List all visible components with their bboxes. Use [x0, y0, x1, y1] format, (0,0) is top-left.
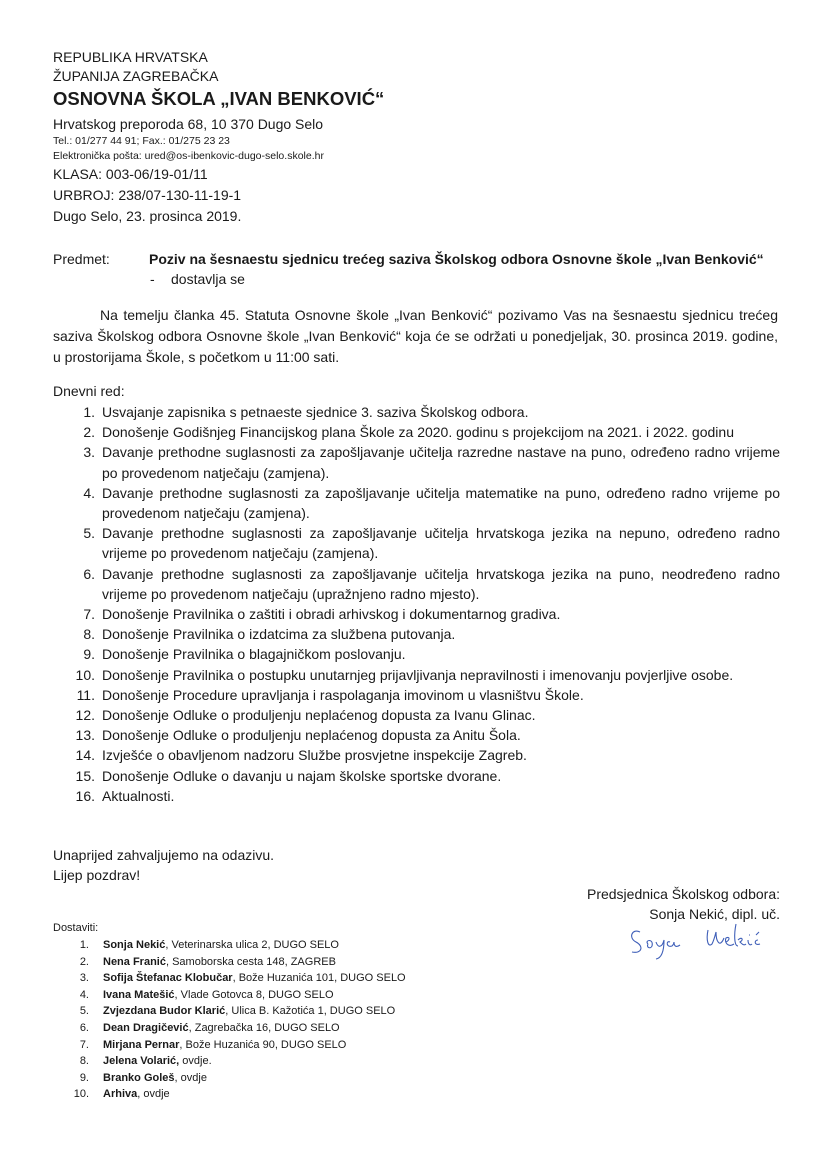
recipient-name: Ivana Matešić: [103, 988, 175, 1001]
recipient-address: , ovdje: [137, 1088, 170, 1101]
recipient-number: 3.: [79, 972, 89, 985]
agenda-item: [53, 665, 780, 685]
recipient-item: [53, 1053, 406, 1070]
agenda-item-number: 12.: [75, 707, 95, 724]
recipient-address: , Bože Huzanića 90, DUGO SELO: [179, 1038, 347, 1051]
agenda-item-text: Donošenje Procedure upravljanja i raspolaganja imovinom u vlasništvu Škole.: [102, 686, 584, 703]
recipient-address: , Samoborska cesta 148, ZAGREB: [165, 955, 336, 968]
agenda-item-number: 2.: [83, 424, 95, 441]
recipient-item: [53, 937, 406, 954]
recipient-number: 1.: [79, 939, 89, 951]
agenda-item-text: Donošenje Odluke o produljenju neplaćenog dopusta za Anitu Šola.: [102, 727, 521, 744]
agenda-item-text: Usvajanje zapisnika s petnaeste sjednice 3. saziva Školskog odbora.: [102, 404, 529, 420]
recipient-number: 4.: [79, 988, 89, 1001]
agenda-item-text: Donošenje Odluke o davanju u najam školske sportske dvorane.: [102, 767, 502, 784]
recipient-address: , Veterinarska ulica 2, DUGO SELO: [165, 939, 339, 951]
agenda-item-number: 10.: [75, 666, 95, 683]
signatory-title: Predsjednica Školskog odbora:: [586, 886, 780, 902]
recipient-address: , Vlade Gotovca 8, DUGO SELO: [174, 988, 334, 1001]
recipient-name: Nena Franić: [103, 955, 166, 968]
signatory-name: Sonja Nekić, dipl. uč.: [649, 906, 780, 922]
recipient-item: [53, 987, 406, 1004]
county-line: ŽUPANIJA ZAGREBAČKA: [53, 68, 219, 84]
agenda-item-number: 11.: [76, 686, 95, 703]
recipient-number: 8.: [79, 1055, 89, 1068]
recipient-address: , Zagrebačka 16, DUGO SELO: [188, 1021, 340, 1034]
agenda-item: [53, 422, 780, 442]
agenda-item-text: Davanje prethodne suglasnosti za zapošljavanje učitelja razredne nastave na puno, određeno radno vrijeme po provedenom natječaju (zamjena).: [102, 444, 780, 481]
recipients-list: [53, 937, 406, 1103]
recipient-name: Arhiva: [103, 1088, 138, 1101]
agenda-item-number: 9.: [83, 646, 95, 663]
recipient-item: [53, 1086, 406, 1103]
handwritten-signature: [626, 918, 766, 960]
subject-label: Predmet:: [53, 251, 110, 267]
urbroj: URBROJ: 238/07-130-11-19-1: [53, 187, 242, 203]
agenda-item-number: 14.: [75, 747, 95, 764]
recipient-name: Mirjana Pernar: [103, 1038, 180, 1051]
agenda-item: [53, 745, 780, 765]
agenda-item-number: 15.: [75, 767, 95, 784]
recipient-name: Zvjezdana Budor Klarić: [103, 1005, 226, 1018]
agenda-item: [53, 766, 780, 786]
agenda-item-number: 3.: [83, 444, 95, 461]
recipient-name: Dean Dragičević: [103, 1021, 189, 1034]
recipient-address: , ovdje: [174, 1071, 207, 1084]
subject-note: dostavlja se: [171, 271, 245, 287]
subject-text: Poziv na šesnaestu sjednicu trećeg saziva Školskog odbora Osnovne škole „Ivan Benković“: [149, 251, 764, 267]
recipients-title: Dostaviti:: [53, 922, 99, 934]
recipient-number: 7.: [79, 1038, 89, 1051]
country-line: REPUBLIKA HRVATSKA: [53, 49, 208, 65]
recipient-item: [53, 1020, 406, 1037]
agenda-item: [53, 644, 780, 664]
agenda-item: [53, 483, 780, 523]
place-date: Dugo Selo, 23. prosinca 2019.: [53, 208, 242, 224]
agenda-item-text: Aktualnosti.: [102, 787, 175, 804]
agenda-item-text: Donošenje Pravilnika o zaštiti i obradi arhivskog i dokumentarnog gradiva.: [102, 606, 561, 623]
agenda-item-text: Donošenje Godišnjeg Financijskog plana Škole za 2020. godinu s projekcijom na 2021. i 2022. godinu: [102, 424, 734, 441]
recipient-number: 10.: [73, 1088, 89, 1101]
recipient-item: [53, 1037, 406, 1054]
agenda-item: [53, 564, 780, 604]
agenda-item: [53, 705, 780, 725]
agenda-item: [53, 442, 780, 482]
agenda-item: [53, 685, 780, 705]
school-name: OSNOVNA ŠKOLA „IVAN BENKOVIĆ“: [53, 88, 385, 109]
agenda-item: [53, 402, 780, 422]
agenda-item-text: Donošenje Pravilnika o blagajničkom poslovanju.: [102, 646, 406, 663]
agenda-item-number: 16.: [75, 787, 95, 804]
intro-paragraph: Na temelju članka 45. Statuta Osnovne škole „Ivan Benković“ pozivamo Vas na šesnaestu sjednicu trećeg saziva Školskog odbora Osnovne škole „Ivan Benković“ koja će se održati u ponedjeljak, 30. prosinca 2019. godine, u prostorijama Škole, s početkom u 11:00 sati.: [53, 307, 778, 365]
closing: [53, 845, 274, 885]
agenda-item-text: Davanje prethodne suglasnosti za zapošljavanje učitelja matematike na puno, određeno radno vrijeme po provedenom natječaju (zamjena).: [102, 484, 780, 522]
recipient-item: [53, 970, 406, 987]
agenda-item-text: Donošenje Pravilnika o postupku unutarnjeg prijavljivanja nepravilnosti i imenovanju povjerljive osobe.: [102, 666, 734, 683]
agenda-item-text: Donošenje Odluke o produljenju neplaćenog dopusta za Ivanu Glinac.: [102, 707, 536, 724]
agenda-item-number: 1.: [83, 404, 95, 420]
agenda-item: [53, 523, 780, 563]
recipient-number: 2.: [79, 955, 89, 968]
email-line: Elektronička pošta: ured@os-ibenkovic-dugo-selo.skole.hr: [53, 150, 324, 162]
recipient-name: Branko Goleš: [103, 1071, 175, 1084]
agenda-item-number: 5.: [83, 525, 95, 542]
recipient-name: Sonja Nekić: [103, 939, 166, 951]
recipient-name: Jelena Volarić,: [103, 1055, 180, 1068]
closing-greeting: Lijep pozdrav!: [53, 867, 141, 883]
agenda-item: [53, 624, 780, 644]
agenda-item: [53, 604, 780, 624]
recipient-item: [53, 1003, 406, 1020]
agenda-item: [53, 725, 780, 745]
agenda-item-text: Davanje prethodne suglasnosti za zapošljavanje učitelja hrvatskoga jezika na puno, neodređeno radno vrijeme po provedenom natječaju (upražnjeno radno mjesto).: [102, 565, 780, 602]
recipient-address: , Ulica B. Kažotića 1, DUGO SELO: [225, 1005, 396, 1018]
agenda-item-number: 6.: [83, 565, 95, 582]
recipient-name: Sofija Štefanac Klobučar: [103, 972, 233, 985]
agenda-item-text: Davanje prethodne suglasnosti za zapošljavanje učitelja hrvatskoga jezika na nepuno, određeno radno vrijeme po provedenom natječaju (zamjena).: [102, 525, 780, 562]
closing-thanks: Unaprijed zahvaljujemo na odazivu.: [53, 847, 275, 863]
recipient-item: [53, 1070, 406, 1087]
agenda-item-number: 4.: [83, 484, 95, 501]
recipient-number: 5.: [79, 1005, 89, 1018]
recipient-number: 9.: [79, 1071, 89, 1084]
school-address: Hrvatskog preporoda 68, 10 370 Dugo Selo: [53, 116, 324, 132]
agenda-item-number: 8.: [83, 626, 95, 643]
agenda-list: [53, 402, 780, 806]
agenda-item-text: Donošenje Pravilnika o izdatcima za službena putovanja.: [102, 626, 456, 643]
agenda-item: [53, 786, 780, 806]
klasa: KLASA: 003-06/19-01/11: [53, 166, 208, 182]
recipient-item: [53, 954, 406, 971]
agenda-title: Dnevni red:: [53, 383, 125, 399]
recipient-number: 6.: [79, 1021, 89, 1034]
letterhead: [53, 48, 753, 227]
phone-fax: Tel.: 01/277 44 91; Fax.: 01/275 23 23: [53, 135, 230, 147]
subject-dash: -: [150, 271, 155, 287]
agenda-item-number: 7.: [83, 606, 95, 623]
agenda-item-text: Izvješće o obavljenom nadzoru Službe prosvjetne inspekcije Zagreb.: [102, 747, 527, 764]
agenda-item-number: 13.: [75, 727, 95, 744]
recipient-address: ovdje.: [179, 1055, 212, 1068]
recipient-address: , Bože Huzanića 101, DUGO SELO: [232, 972, 406, 985]
